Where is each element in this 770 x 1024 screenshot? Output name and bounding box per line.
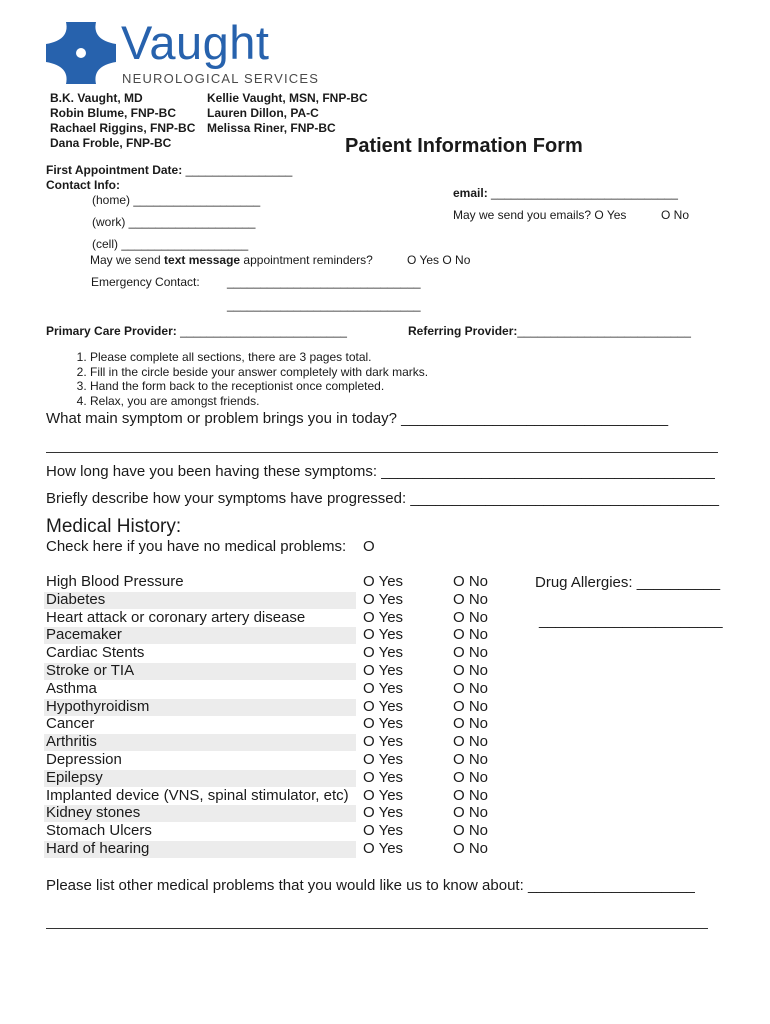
condition-no-option[interactable]: O No: [453, 715, 489, 733]
home-phone-label: (home): [92, 193, 131, 207]
condition-name: Arthritis: [46, 733, 97, 751]
condition-row: [0, 698, 770, 716]
condition-row: [0, 769, 770, 787]
cell-phone-blank[interactable]: ___________________: [121, 237, 249, 251]
condition-name: Cardiac Stents: [46, 644, 145, 662]
email-field[interactable]: [453, 186, 678, 200]
condition-name: Heart attack or coronary artery disease: [46, 608, 306, 626]
colon: :: [483, 186, 488, 200]
condition-yes-option[interactable]: O Yes: [363, 804, 404, 822]
first-appointment-field[interactable]: [46, 163, 292, 177]
condition-name: Epilepsy: [46, 768, 103, 786]
other-problems-blank[interactable]: ____________________: [527, 877, 695, 894]
colon: :: [513, 324, 518, 338]
condition-row: [0, 804, 770, 822]
progression-blank[interactable]: _____________________________________: [410, 490, 719, 507]
condition-no-option[interactable]: O No: [453, 804, 489, 822]
home-phone-blank[interactable]: ___________________: [133, 193, 261, 207]
emergency-contact-blank-2[interactable]: _____________________________: [227, 298, 421, 312]
contact-info-heading: [46, 178, 120, 192]
condition-no-option[interactable]: O No: [453, 840, 489, 857]
condition-no-option[interactable]: O No: [453, 644, 489, 662]
condition-name: Implanted device (VNS, spinal stimulator, etc): [46, 786, 349, 804]
condition-row: [0, 822, 770, 840]
condition-yes-option[interactable]: O Yes: [363, 644, 404, 662]
primary-care-field[interactable]: [46, 324, 347, 338]
emergency-contact-label: Emergency Contact:: [91, 275, 200, 289]
text-reminder-suffix: appointment reminders?: [240, 253, 373, 267]
work-phone-field[interactable]: [92, 215, 255, 229]
drug-allergies-blank-2[interactable]: ______________________: [539, 612, 723, 629]
main-symptom-question[interactable]: [46, 410, 668, 427]
condition-yes-option[interactable]: O Yes: [363, 626, 404, 644]
condition-row: [0, 626, 770, 644]
how-long-blank[interactable]: ________________________________________: [381, 463, 715, 480]
referring-provider-blank[interactable]: __________________________: [517, 324, 691, 338]
email-label: email: [453, 186, 484, 200]
drug-allergies-label: Drug Allergies:: [535, 574, 633, 591]
text-reminder-question: [90, 253, 373, 267]
condition-row: [0, 680, 770, 698]
condition-name: Depression: [46, 751, 122, 768]
condition-row: [0, 662, 770, 680]
condition-row: [0, 787, 770, 805]
condition-yes-option[interactable]: O Yes: [363, 715, 404, 733]
form-title: Patient Information Form: [345, 135, 583, 157]
text-reminder-options[interactable]: O Yes O No: [407, 253, 471, 267]
work-phone-label: (work): [92, 215, 126, 229]
condition-yes-option[interactable]: O Yes: [363, 697, 404, 715]
condition-no-option[interactable]: O No: [453, 697, 489, 715]
condition-yes-option[interactable]: O Yes: [363, 840, 404, 857]
colon: :: [178, 163, 183, 177]
email-consent-no[interactable]: O No: [661, 208, 690, 222]
condition-yes-option[interactable]: O Yes: [363, 608, 404, 626]
email-blank[interactable]: ____________________________: [491, 186, 678, 200]
condition-row: [0, 733, 770, 751]
main-symptom-label: What main symptom or problem brings you in today?: [46, 410, 397, 427]
provider-name: Kellie Vaught, MSN, FNP-BC: [207, 91, 368, 105]
text-reminder-bold: text message: [164, 253, 241, 267]
progression-label: Briefly describe how your symptoms have progressed:: [46, 490, 407, 507]
condition-name: Hypothyroidism: [46, 697, 150, 715]
first-appointment-label: First Appointment Date: [46, 163, 179, 177]
other-problems-line-2[interactable]: [46, 928, 708, 929]
instruction-item: 4. Relax, you are amongst friends.: [90, 394, 428, 409]
provider-name: B.K. Vaught, MD: [50, 91, 143, 105]
condition-name: Hard of hearing: [46, 840, 150, 857]
instruction-item: 2. Fill in the circle beside your answer completely with dark marks.: [90, 365, 428, 380]
provider-name: Rachael Riggins, FNP-BC: [50, 121, 196, 135]
condition-no-option[interactable]: O No: [453, 751, 489, 768]
condition-yes-option[interactable]: O Yes: [363, 590, 404, 608]
drug-allergies-field[interactable]: [535, 574, 720, 591]
condition-row: [0, 751, 770, 769]
condition-no-option[interactable]: O No: [453, 822, 489, 840]
condition-name: Kidney stones: [46, 804, 141, 822]
condition-name: Diabetes: [46, 590, 106, 608]
condition-no-option[interactable]: O No: [453, 590, 489, 608]
first-appointment-blank[interactable]: ________________: [185, 163, 293, 177]
condition-name: Pacemaker: [46, 626, 122, 644]
condition-name: Cancer: [46, 715, 95, 733]
condition-yes-option[interactable]: O Yes: [363, 768, 404, 786]
emergency-contact-blank[interactable]: _____________________________: [227, 275, 421, 289]
condition-yes-option[interactable]: O Yes: [363, 733, 404, 751]
text-reminder-prefix: May we send: [90, 253, 165, 267]
main-symptom-blank[interactable]: ________________________________: [401, 410, 669, 427]
instruction-item: 3. Hand the form back to the receptionist once completed.: [90, 379, 428, 394]
colon: :: [116, 178, 120, 192]
email-consent-question[interactable]: May we send you emails? O Yes: [453, 208, 627, 222]
progression-question[interactable]: [46, 490, 719, 507]
primary-care-label: Primary Care Provider: [46, 324, 173, 338]
main-symptom-line-2[interactable]: [46, 452, 718, 453]
how-long-question[interactable]: [46, 463, 715, 480]
instruction-item: 1. Please complete all sections, there are 3 pages total.: [90, 350, 428, 365]
condition-yes-option[interactable]: O Yes: [363, 679, 404, 697]
instructions-list: [46, 350, 428, 408]
cell-phone-label: (cell): [92, 237, 118, 251]
drug-allergies-blank[interactable]: __________: [636, 574, 721, 591]
condition-yes-option[interactable]: O Yes: [363, 573, 404, 590]
condition-yes-option[interactable]: O Yes: [363, 822, 404, 840]
condition-no-option[interactable]: O No: [453, 662, 489, 679]
logo-subtitle: NEUROLOGICAL SERVICES: [122, 71, 320, 86]
primary-care-blank[interactable]: _________________________: [180, 324, 347, 338]
condition-no-option[interactable]: O No: [453, 786, 489, 804]
condition-row: [0, 591, 770, 609]
condition-yes-option[interactable]: O Yes: [363, 751, 404, 768]
work-phone-blank[interactable]: ___________________: [128, 215, 256, 229]
condition-row: [0, 644, 770, 662]
condition-no-option[interactable]: O No: [453, 608, 489, 626]
condition-name: Asthma: [46, 679, 97, 697]
medical-history-heading: Medical History:: [46, 516, 182, 537]
condition-no-option[interactable]: O No: [453, 768, 489, 786]
provider-name: Melissa Riner, FNP-BC: [207, 121, 336, 135]
no-medical-problems-label: Check here if you have no medical problems:: [46, 538, 347, 555]
cell-phone-field[interactable]: [92, 237, 248, 251]
no-medical-problems-circle[interactable]: O: [363, 538, 375, 555]
condition-no-option[interactable]: O No: [453, 733, 489, 751]
condition-yes-option[interactable]: O Yes: [363, 786, 404, 804]
other-problems-question[interactable]: [46, 877, 695, 894]
contact-info-label: Contact Info: [46, 178, 116, 192]
provider-name: Dana Froble, FNP-BC: [50, 136, 172, 150]
colon: :: [172, 324, 177, 338]
condition-row: [0, 840, 770, 858]
condition-row: [0, 715, 770, 733]
condition-name: High Blood Pressure: [46, 573, 184, 590]
condition-name: Stomach Ulcers: [46, 822, 152, 840]
vaught-logo-mark-icon: [46, 22, 116, 84]
condition-yes-option[interactable]: O Yes: [363, 662, 404, 679]
condition-no-option[interactable]: O No: [453, 573, 489, 590]
referring-provider-label: Referring Provider: [408, 324, 514, 338]
logo-wordmark: Vaught: [121, 16, 270, 69]
other-problems-label: Please list other medical problems that you would like us to know about:: [46, 877, 524, 894]
condition-no-option[interactable]: O No: [453, 679, 489, 697]
provider-name: Lauren Dillon, PA-C: [207, 106, 319, 120]
referring-provider-field[interactable]: [408, 324, 691, 338]
provider-name: Robin Blume, FNP-BC: [50, 106, 176, 120]
condition-name: Stroke or TIA: [46, 662, 135, 679]
home-phone-field[interactable]: [92, 193, 260, 207]
condition-no-option[interactable]: O No: [453, 626, 489, 644]
how-long-label: How long have you been having these symptoms:: [46, 463, 378, 480]
